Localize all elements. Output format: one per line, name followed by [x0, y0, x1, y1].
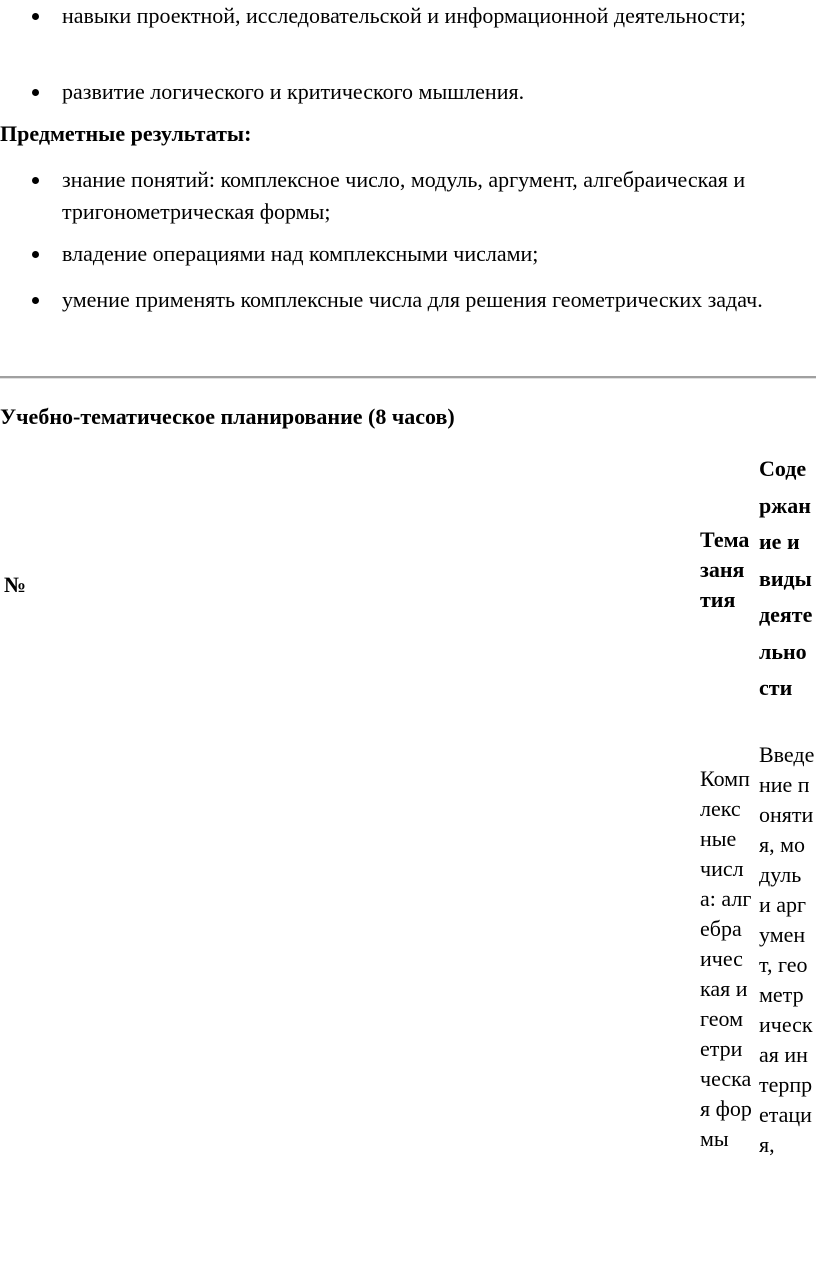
subject-results-heading: Предметные результаты:: [0, 121, 252, 146]
list-item: [62, 76, 816, 108]
list-item-text: развитие логического и критического мышления.: [62, 79, 525, 104]
bullet-dot-icon: [32, 89, 39, 96]
list-item-text: владение операциями над комплексными числами;: [62, 241, 539, 266]
bullet-dot-icon: [32, 177, 39, 184]
list-item-text: знание понятий: комплексное число, модуль, аргумент, алгебраическая и тригонометрическая формы;: [62, 167, 746, 224]
table-cell-content: Введение понятия, модуль и аргумент, геометрическая интерпретация,: [759, 742, 815, 1157]
table-header-topic: Тема занятия: [700, 527, 750, 612]
planning-heading: Учебно-тематическое планирование (8 часов): [0, 404, 455, 429]
list-item: [62, 284, 816, 316]
list-item-text: навыки проектной, исследовательской и информационной деятельности;: [62, 3, 746, 28]
list-item: [62, 164, 816, 228]
bullet-dot-icon: [32, 13, 39, 20]
table-header-number: №: [4, 572, 27, 597]
list-item: [62, 0, 816, 32]
list-item: [62, 238, 816, 270]
list-item-text: умение применять комплексные числа для решения геометрических задач.: [62, 287, 763, 312]
table-header-content: Содержание и виды деятельности: [759, 456, 813, 700]
bullet-dot-icon: [32, 251, 39, 258]
bullet-dot-icon: [32, 297, 39, 304]
horizontal-divider: [0, 376, 816, 379]
table-cell-topic: Комплексные числа: алгебраическая и геометрическая формы: [700, 766, 752, 1151]
